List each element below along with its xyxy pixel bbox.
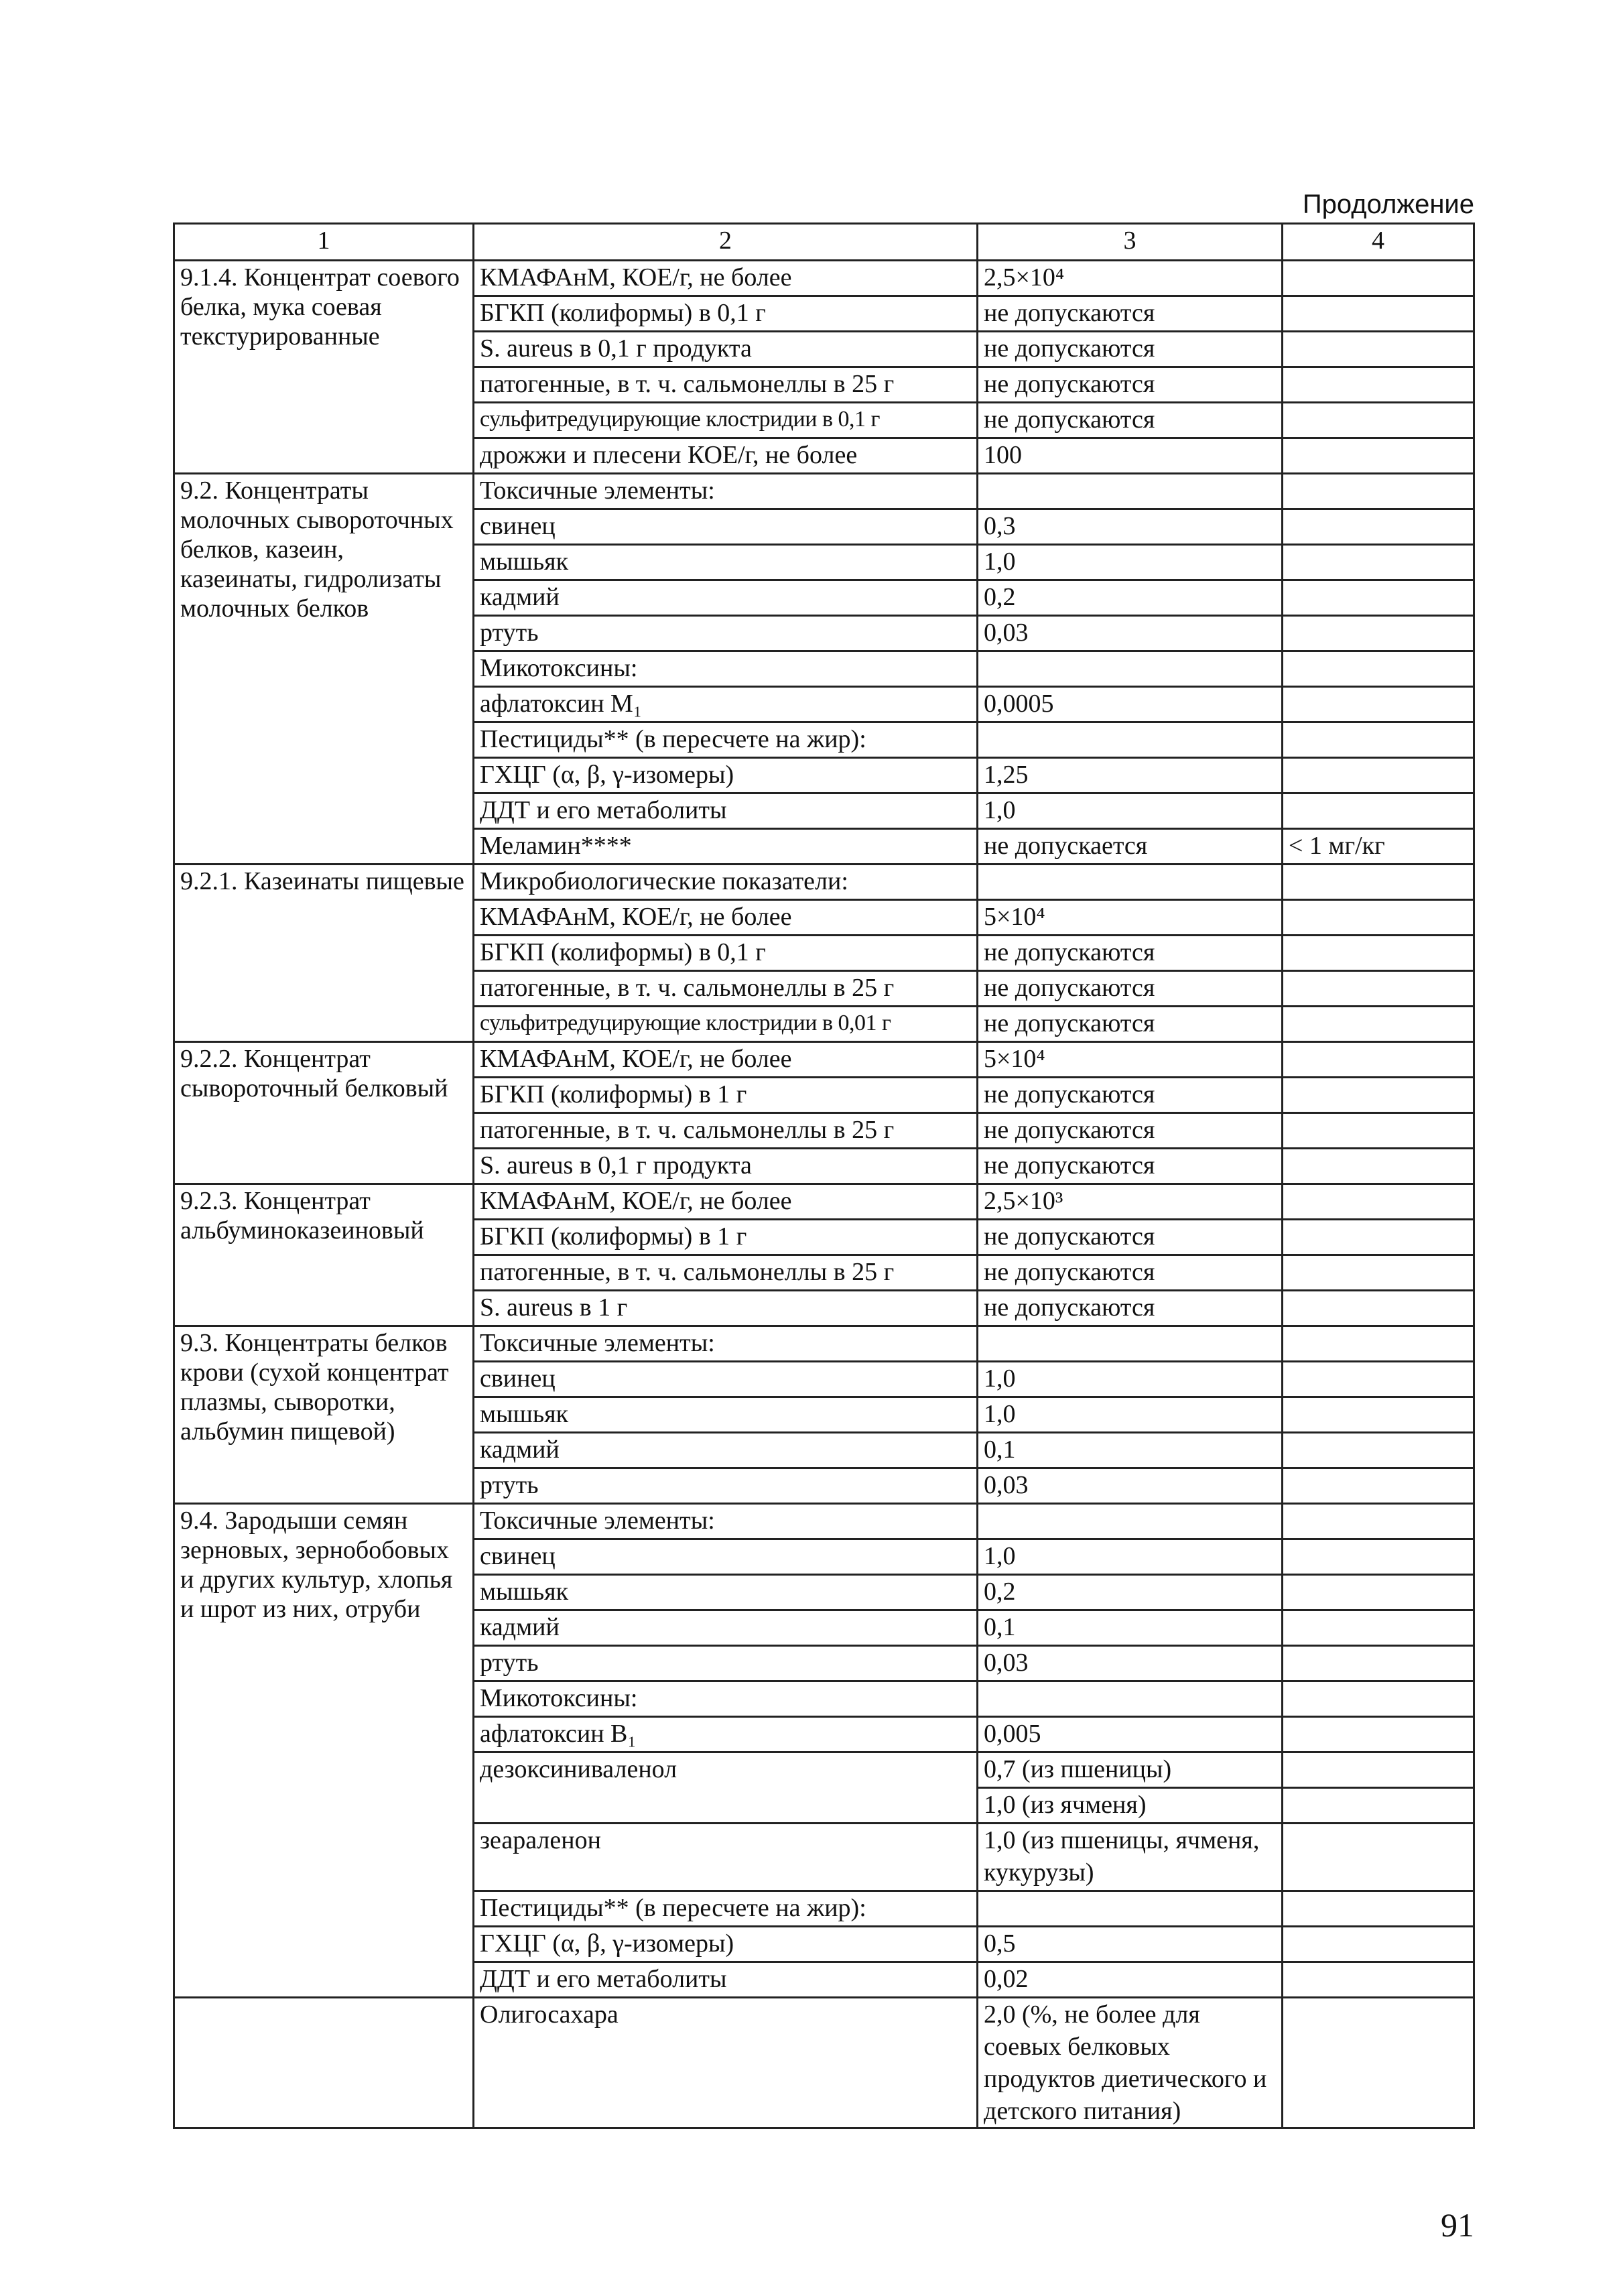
note-cell	[1283, 1007, 1474, 1042]
limit-cell: 0,3	[978, 509, 1283, 545]
column-header-3: 3	[978, 224, 1283, 261]
indicator-cell: ДДТ и его метаболиты	[474, 1962, 978, 1998]
indicator-cell: ДДТ и его метаболиты	[474, 793, 978, 829]
limit-cell	[978, 1891, 1283, 1927]
column-header-2: 2	[474, 224, 978, 261]
note-cell	[1283, 1539, 1474, 1575]
product-name-cell: 9.1.4. Концентрат соевого белка, мука соевая текстурированные	[174, 261, 474, 474]
table-row	[174, 1184, 1474, 1220]
table-row	[174, 474, 1474, 509]
indicator-cell: ГХЦГ (α, β, γ-изомеры)	[474, 758, 978, 793]
limit-cell: 0,0005	[978, 687, 1283, 722]
note-cell	[1283, 1610, 1474, 1646]
limit-cell: 0,1	[978, 1610, 1283, 1646]
indicator-cell: сульфитредуцирующие клостридии в 0,1 г	[474, 403, 978, 438]
indicator-cell: БГКП (колиформы) в 1 г	[474, 1220, 978, 1255]
note-cell	[1283, 1752, 1474, 1788]
limit-cell: 2,5×10³	[978, 1184, 1283, 1220]
limit-cell	[978, 474, 1283, 509]
limit-cell: 0,2	[978, 1575, 1283, 1610]
indicator-cell: КМАФАнМ, КОЕ/г, не более	[474, 900, 978, 936]
limit-cell: 0,03	[978, 1468, 1283, 1504]
note-cell	[1283, 509, 1474, 545]
column-header-1: 1	[174, 224, 474, 261]
note-cell	[1283, 403, 1474, 438]
limit-cell: 1,0	[978, 1362, 1283, 1397]
column-header-4: 4	[1283, 224, 1474, 261]
note-cell	[1283, 1184, 1474, 1220]
indicator-cell: кадмий	[474, 1610, 978, 1646]
note-cell	[1283, 296, 1474, 332]
indicator-cell: ртуть	[474, 1646, 978, 1681]
indicator-cell: ртуть	[474, 1468, 978, 1504]
table-row	[174, 1504, 1474, 1539]
indicator-cell: Меламин****	[474, 829, 978, 865]
table-row	[174, 1998, 1474, 2128]
indicator-cell: S. aureus в 0,1 г продукта	[474, 1149, 978, 1184]
note-cell	[1283, 1788, 1474, 1824]
limit-cell: 0,5	[978, 1927, 1283, 1962]
indicator-cell: КМАФАнМ, КОЕ/г, не более	[474, 1184, 978, 1220]
limit-cell: не допускается	[978, 829, 1283, 865]
indicator-cell: кадмий	[474, 580, 978, 616]
limit-cell: не допускаются	[978, 936, 1283, 971]
note-cell	[1283, 1998, 1474, 2128]
indicator-cell: ГХЦГ (α, β, γ-изомеры)	[474, 1927, 978, 1962]
limit-cell	[978, 651, 1283, 687]
limit-cell: 0,005	[978, 1717, 1283, 1752]
note-cell	[1283, 1575, 1474, 1610]
limit-cell: не допускаются	[978, 296, 1283, 332]
limit-cell: не допускаются	[978, 1291, 1283, 1326]
table-row	[174, 865, 1474, 900]
indicator-cell: Микотоксины:	[474, 1681, 978, 1717]
note-cell	[1283, 1717, 1474, 1752]
limit-cell: 0,03	[978, 1646, 1283, 1681]
note-cell	[1283, 438, 1474, 474]
note-cell	[1283, 1646, 1474, 1681]
note-cell	[1283, 865, 1474, 900]
note-cell	[1283, 1149, 1474, 1184]
note-cell	[1283, 367, 1474, 403]
indicator-cell: БГКП (колиформы) в 1 г	[474, 1078, 978, 1113]
note-cell	[1283, 1042, 1474, 1078]
note-cell	[1283, 1681, 1474, 1717]
limit-cell: не допускаются	[978, 1007, 1283, 1042]
indicator-cell: Микробиологические показатели:	[474, 865, 978, 900]
indicator-cell: патогенные, в т. ч. сальмонеллы в 25 г	[474, 971, 978, 1007]
limit-cell: не допускаются	[978, 971, 1283, 1007]
table-row	[174, 1042, 1474, 1078]
indicator-cell: патогенные, в т. ч. сальмонеллы в 25 г	[474, 1255, 978, 1291]
note-cell	[1283, 580, 1474, 616]
limit-cell: 1,0	[978, 1397, 1283, 1433]
indicator-cell: КМАФАнМ, КОЕ/г, не более	[474, 261, 978, 296]
limit-cell: 1,0 (из ячменя)	[978, 1788, 1283, 1824]
indicator-cell: Токсичные элементы:	[474, 474, 978, 509]
limit-cell: 1,25	[978, 758, 1283, 793]
product-name-cell: 9.4. Зародыши семян зерновых, зернобобовых и других культур, хлопья и шрот из них, отруби	[174, 1504, 474, 1998]
limit-cell: 0,7 (из пшеницы)	[978, 1752, 1283, 1788]
limit-cell: 1,0	[978, 1539, 1283, 1575]
limit-cell: не допускаются	[978, 1078, 1283, 1113]
continuation-label: Продолжение	[1302, 190, 1474, 219]
limit-cell: не допускаются	[978, 1149, 1283, 1184]
indicator-cell: Токсичные элементы:	[474, 1326, 978, 1362]
note-cell	[1283, 936, 1474, 971]
limit-cell	[978, 722, 1283, 758]
product-name-cell: 9.2. Концентраты молочных сывороточных белков, казеин, казеинаты, гидролизаты молочных белков	[174, 474, 474, 865]
note-cell	[1283, 971, 1474, 1007]
indicator-cell: БГКП (колиформы) в 0,1 г	[474, 936, 978, 971]
indicator-cell: дрожжи и плесени КОЕ/г, не более	[474, 438, 978, 474]
limit-cell: 5×10⁴	[978, 900, 1283, 936]
indicator-cell: БГКП (колиформы) в 0,1 г	[474, 296, 978, 332]
indicator-cell: мышьяк	[474, 545, 978, 580]
limit-cell: 2,5×10⁴	[978, 261, 1283, 296]
indicator-cell: зеараленон	[474, 1824, 978, 1891]
limit-cell: 0,03	[978, 616, 1283, 651]
table-row	[174, 1326, 1474, 1362]
limit-cell: 1,0	[978, 545, 1283, 580]
indicator-cell: кадмий	[474, 1433, 978, 1468]
note-cell	[1283, 1927, 1474, 1962]
limit-cell: 1,0	[978, 793, 1283, 829]
note-cell	[1283, 1824, 1474, 1891]
indicator-cell: свинец	[474, 1362, 978, 1397]
indicator-cell: патогенные, в т. ч. сальмонеллы в 25 г	[474, 367, 978, 403]
note-cell	[1283, 900, 1474, 936]
note-cell	[1283, 758, 1474, 793]
indicator-cell: Пестициды** (в пересчете на жир):	[474, 722, 978, 758]
limit-cell: не допускаются	[978, 367, 1283, 403]
limit-cell: не допускаются	[978, 332, 1283, 367]
indicator-cell: Токсичные элементы:	[474, 1504, 978, 1539]
limit-cell: 0,02	[978, 1962, 1283, 1998]
limit-cell: 2,0 (%, не более для соевых белковых продуктов диетического и детского питания)	[978, 1998, 1283, 2128]
indicator-cell: S. aureus в 0,1 г продукта	[474, 332, 978, 367]
note-cell	[1283, 545, 1474, 580]
indicator-cell: ртуть	[474, 616, 978, 651]
indicator-cell: КМАФАнМ, КОЕ/г, не более	[474, 1042, 978, 1078]
limit-cell	[978, 1681, 1283, 1717]
indicator-cell: мышьяк	[474, 1575, 978, 1610]
note-cell	[1283, 1113, 1474, 1149]
limit-cell: 5×10⁴	[978, 1042, 1283, 1078]
limit-cell: 1,0 (из пшеницы, ячменя, кукурузы)	[978, 1824, 1283, 1891]
note-cell	[1283, 1891, 1474, 1927]
note-cell	[1283, 651, 1474, 687]
note-cell	[1283, 687, 1474, 722]
note-cell	[1283, 616, 1474, 651]
limit-cell: не допускаются	[978, 1255, 1283, 1291]
limit-cell: 100	[978, 438, 1283, 474]
note-cell	[1283, 332, 1474, 367]
indicator-cell: афлатоксин B₁	[474, 1717, 978, 1752]
note-cell	[1283, 1255, 1474, 1291]
limit-cell	[978, 1326, 1283, 1362]
indicator-cell: мышьяк	[474, 1397, 978, 1433]
note-cell	[1283, 1433, 1474, 1468]
indicator-cell: сульфитредуцирующие клостридии в 0,01 г	[474, 1007, 978, 1042]
indicator-cell: свинец	[474, 1539, 978, 1575]
note-cell	[1283, 1504, 1474, 1539]
note-cell	[1283, 1362, 1474, 1397]
indicator-cell: свинец	[474, 509, 978, 545]
indicator-cell: патогенные, в т. ч. сальмонеллы в 25 г	[474, 1113, 978, 1149]
limit-cell: 0,2	[978, 580, 1283, 616]
note-cell	[1283, 1962, 1474, 1998]
indicator-cell: Пестициды** (в пересчете на жир):	[474, 1891, 978, 1927]
limit-cell: не допускаются	[978, 403, 1283, 438]
indicator-cell: Олигосахара	[474, 1998, 978, 2128]
note-cell	[1283, 1220, 1474, 1255]
product-name-cell: 9.3. Концентраты белков крови (сухой концентрат плазмы, сыворотки, альбумин пищевой)	[174, 1326, 474, 1504]
page-number: 91	[1441, 2206, 1474, 2244]
note-cell	[1283, 261, 1474, 296]
note-cell	[1283, 474, 1474, 509]
note-cell	[1283, 1468, 1474, 1504]
limit-cell: 0,1	[978, 1433, 1283, 1468]
indicator-cell: S. aureus в 1 г	[474, 1291, 978, 1326]
note-cell	[1283, 1078, 1474, 1113]
note-cell	[1283, 1397, 1474, 1433]
limit-cell	[978, 1504, 1283, 1539]
note-cell	[1283, 1291, 1474, 1326]
limit-cell	[978, 865, 1283, 900]
indicators-table	[173, 222, 1475, 2129]
note-cell	[1283, 722, 1474, 758]
indicator-cell: дезоксиниваленол	[474, 1752, 978, 1824]
limit-cell: не допускаются	[978, 1113, 1283, 1149]
table-row	[174, 261, 1474, 296]
note-cell	[1283, 793, 1474, 829]
product-name-cell	[174, 1998, 474, 2128]
product-name-cell: 9.2.2. Концентрат сывороточный белковый	[174, 1042, 474, 1184]
limit-cell: не допускаются	[978, 1220, 1283, 1255]
product-name-cell: 9.2.1. Казеинаты пищевые	[174, 865, 474, 1042]
note-cell: < 1 мг/кг	[1283, 829, 1474, 865]
product-name-cell: 9.2.3. Концентрат альбуминоказеиновый	[174, 1184, 474, 1326]
indicator-cell: Микотоксины:	[474, 651, 978, 687]
note-cell	[1283, 1326, 1474, 1362]
indicator-cell: афлатоксин M₁	[474, 687, 978, 722]
